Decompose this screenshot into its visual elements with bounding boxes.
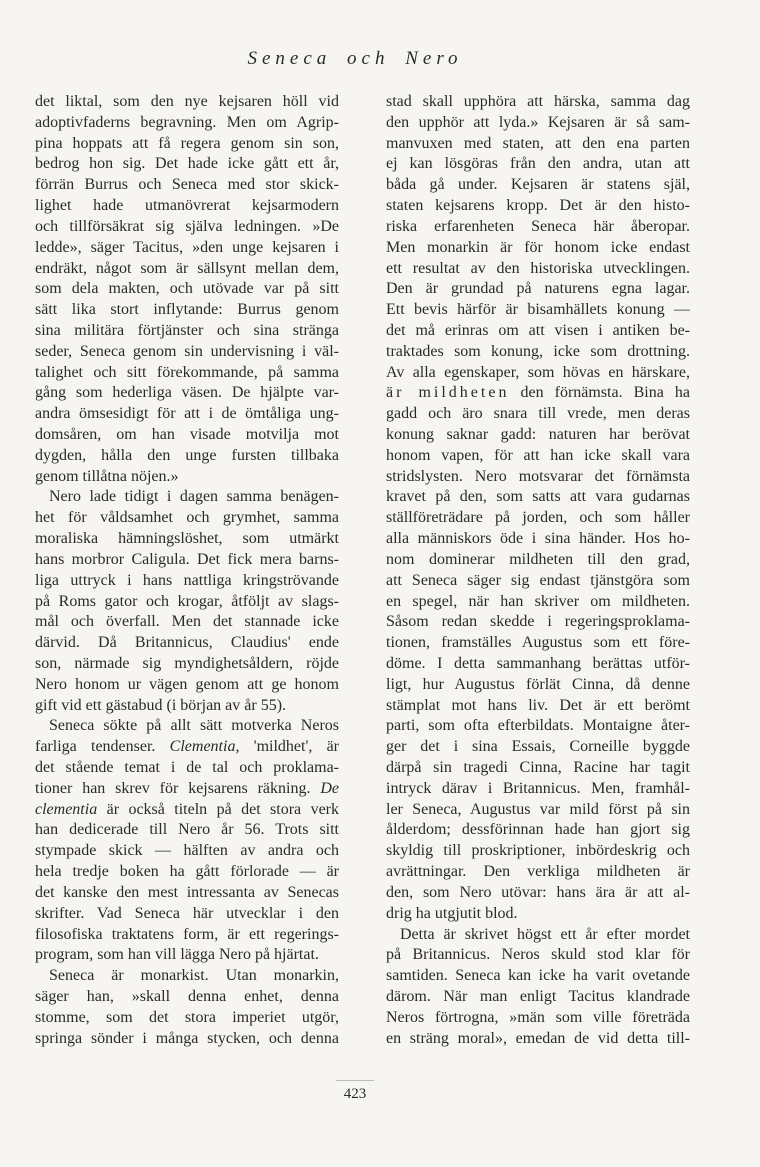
left-column <box>35 92 339 1049</box>
text-line <box>35 779 339 800</box>
text-line: het för våldsamhet och grymhet, samma <box>35 509 339 527</box>
text-line: därom. När man enligt Tacitus klandrade <box>386 987 690 1005</box>
spaced-text: är mildheten <box>386 384 510 402</box>
text-line: traktades som konung, icke som drottning. <box>386 342 690 360</box>
text-line: sina militära förtjänster och sina stränga <box>35 321 339 339</box>
text-segment: är också titeln på det stora verk <box>97 800 339 818</box>
text-line: genom tillåtna nöjen.» <box>35 467 179 485</box>
text-line: intryck därav i Britannicus. Men, framhål- <box>386 779 690 797</box>
text-segment: farliga tendenser. <box>35 738 170 756</box>
right-column <box>386 92 690 1049</box>
text-line: son, närmade sig myndighetsåldern, röjde <box>35 654 339 672</box>
text-line: det må erinras om att visen i antiken be- <box>386 321 690 339</box>
folio-rule <box>336 1080 374 1081</box>
italic-text: Clementia, <box>169 738 240 756</box>
text-line: därpå sin tragedi Cinna, Racine har tagit <box>386 759 690 776</box>
text-line <box>35 800 339 821</box>
text-line: Nero honom ur vägen genom att ge honom <box>35 675 339 693</box>
text-line: ledde», säger Tacitus, »den unge kejsaren i <box>35 238 339 256</box>
text-line: seder, Seneca genom sin undervisning i väl- <box>35 342 339 360</box>
text-line: ålderdom; dessförinnan hade han gjort sig <box>386 821 690 839</box>
text-line: stympade skick — hälften av andra och <box>35 842 339 860</box>
text-line: filosofiska traktatens form, är ett regerings- <box>35 925 339 943</box>
text-line: skrifter. Vad Seneca här utvecklar i den <box>35 904 339 922</box>
text-line: honom vapen, för att han icke skall vara <box>386 446 690 464</box>
text-line: tionen, framställes Augustus som ett före- <box>386 634 690 652</box>
text-line: det kanske den mest intressanta av Senecas <box>35 883 339 901</box>
text-line: ler Seneca, Augustus var mild först på sin <box>386 800 690 818</box>
text-line: moraliska hämningslöshet, som utmärkt <box>35 530 339 548</box>
text-line: hans morbror Caligula. Det fick mera barns- <box>35 550 339 568</box>
text-line: nom dominerar mildheten till den grad, <box>386 550 690 568</box>
text-line: staten kejsarens kropp. Det är den histo- <box>386 197 690 215</box>
text-line: domsåren, om han visade motvilja mot <box>35 426 339 443</box>
text-line: gadd och äro snara till vrede, men deras <box>386 405 690 423</box>
text-line: säger han, »skall denna enhet, denna <box>35 987 339 1005</box>
text-line: Men monarkin är för honom icke endast <box>386 238 690 256</box>
text-line: Detta är skrivet högst ett år efter mordet <box>400 925 690 943</box>
text-line: ligt, hur Augustus förlät Cinna, då denne <box>386 675 690 693</box>
text-line: Nero lade tidigt i dagen samma benägen- <box>49 488 339 506</box>
text-line: Ett bevis härför är bisamhällets konung — <box>386 301 690 319</box>
text-line: en sträng moral», emedan de vid detta till- <box>386 1029 690 1047</box>
text-line: samtiden. Seneca kan icke ha varit ovetande <box>386 967 690 985</box>
text-line: därvid. Då Britannicus, Claudius' ende <box>35 634 339 652</box>
text-line: pina hoppats att få regera genom sin son, <box>35 134 339 152</box>
text-line: skyldig till proskriptioner, inbördeskrig och <box>386 842 690 860</box>
text-line <box>35 737 339 758</box>
text-line: det stående temat i de tal och proklama- <box>35 759 339 776</box>
italic-text: clementia <box>35 800 98 818</box>
text-line: ett resultat av den historiska utvecklingen. <box>386 259 690 277</box>
text-line: den upphör att lyda.» Kejsaren är så sam- <box>386 113 690 131</box>
text-line: parti, som ofta efterbildats. Montaigne åter- <box>386 717 690 735</box>
text-line: sätt lika stort inflytande: Burrus genom <box>35 301 339 319</box>
text-line: ej kan lösgöras från den andra, utan att <box>386 155 690 173</box>
text-line: Den är grundad på naturens egna lagar. <box>386 280 690 298</box>
text-line: avrättningar. Den verkliga mildheten är <box>386 863 690 881</box>
text-line: bedrog hon sig. Det hade icke gått ett år, <box>35 155 339 173</box>
text-line: drig ha utgjutit blod. <box>386 904 518 922</box>
text-line: dygden, hålla den unge fursten tillbaka <box>35 446 339 464</box>
text-line: Seneca sökte på allt sätt motverka Neros <box>49 717 339 735</box>
italic-text: De <box>320 779 339 797</box>
text-line: på Britannicus. Neros skuld stod klar för <box>386 946 690 964</box>
text-line: på Roms gator och krogar, åtföljt av slags- <box>35 592 339 610</box>
text-line <box>386 383 690 404</box>
text-line: stridslysten. Nero motsvarar det förnämsta <box>386 467 690 485</box>
text-line: han dedicerade till Nero år 56. Trots sitt <box>35 821 339 839</box>
text-line: talighet och sitt förekommande, på samma <box>35 363 339 381</box>
text-line: kravet på den, som satts att vara gudarnas <box>386 488 690 506</box>
text-line: springa sönder i många stycken, och denna <box>35 1029 339 1047</box>
text-line: hela tredje boken ha gått förlorade — är <box>35 863 339 881</box>
text-line: det liktal, som den nye kejsaren höll vid <box>35 93 339 110</box>
text-line: som dela makten, och utövade var på sitt <box>35 280 339 298</box>
text-segment: tioner han skrev för kejsarens räkning. <box>35 779 321 797</box>
text-line: Seneca är monarkist. Utan monarkin, <box>49 967 339 985</box>
page-number: 423 <box>343 1086 367 1102</box>
text-line: stomme, som det stora imperiet utgör, <box>35 1008 339 1026</box>
text-line: Neros förtrogna, »män som ville företräda <box>386 1008 690 1026</box>
text-line: döme. I detta sammanhang berättas utför- <box>386 654 690 672</box>
text-segment: 'mildhet', är <box>239 738 340 756</box>
text-line: gift vid ett gästabud (i början av år 55). <box>35 696 287 714</box>
text-line: stämplat mot hans liv. Det är ett berömt <box>386 696 690 714</box>
text-segment: den förnämsta. Bina ha <box>509 384 690 402</box>
text-line: endräkt, något som är sällsynt mellan dem, <box>35 259 339 277</box>
running-head: Seneca och Nero <box>247 48 463 69</box>
text-line: mål och överfall. Men det stannade icke <box>35 613 339 631</box>
text-line: adoptivfaderns begravning. Men om Agrip- <box>35 113 339 131</box>
text-line: båda gå under. Kejsaren är statens själ, <box>386 176 690 194</box>
text-line: förrän Burrus och Seneca med stor skick- <box>35 176 339 194</box>
text-line: att Seneca säger sig endast tjänstgöra som <box>386 571 690 589</box>
text-line: konung saknar gadd: naturen har berövat <box>386 426 690 443</box>
text-line: stad skall upphöra att härska, samma dag <box>386 93 690 110</box>
text-line: den, som Nero utövar: hans ära är att al- <box>386 883 690 901</box>
text-line: program, som han vill lägga Nero på hjärtat. <box>35 946 319 964</box>
text-line: gång som hederliga väsen. De hjälpte var- <box>35 384 339 402</box>
text-line: liga uttryck i hans nattliga kringströvande <box>35 571 339 589</box>
text-line: och tillförsäkrat sig själva ledningen. »De <box>35 217 339 235</box>
text-line: lighet hade utmanövrerat kejsarmodern <box>35 197 339 215</box>
text-line: riska erfarenheten Seneca här åberopar. <box>386 217 690 235</box>
text-line: Av alla egenskaper, som hövas en härskare, <box>386 363 690 381</box>
text-line: ger det i sina Essais, Corneille byggde <box>386 738 690 756</box>
text-line: Såsom redan skedde i regeringsproklama- <box>386 613 690 631</box>
text-line: ställföreträdare på jorden, och som håller <box>386 509 690 527</box>
text-line: andra ömsesidigt för att i de ömtåliga ung- <box>35 405 339 423</box>
text-line: manvuxen med staten, att den ena parten <box>386 134 690 152</box>
text-line: en spegel, när han skriver om mildheten. <box>386 592 690 610</box>
text-line: alla människors öde i sina händer. Hos ho- <box>386 530 690 548</box>
